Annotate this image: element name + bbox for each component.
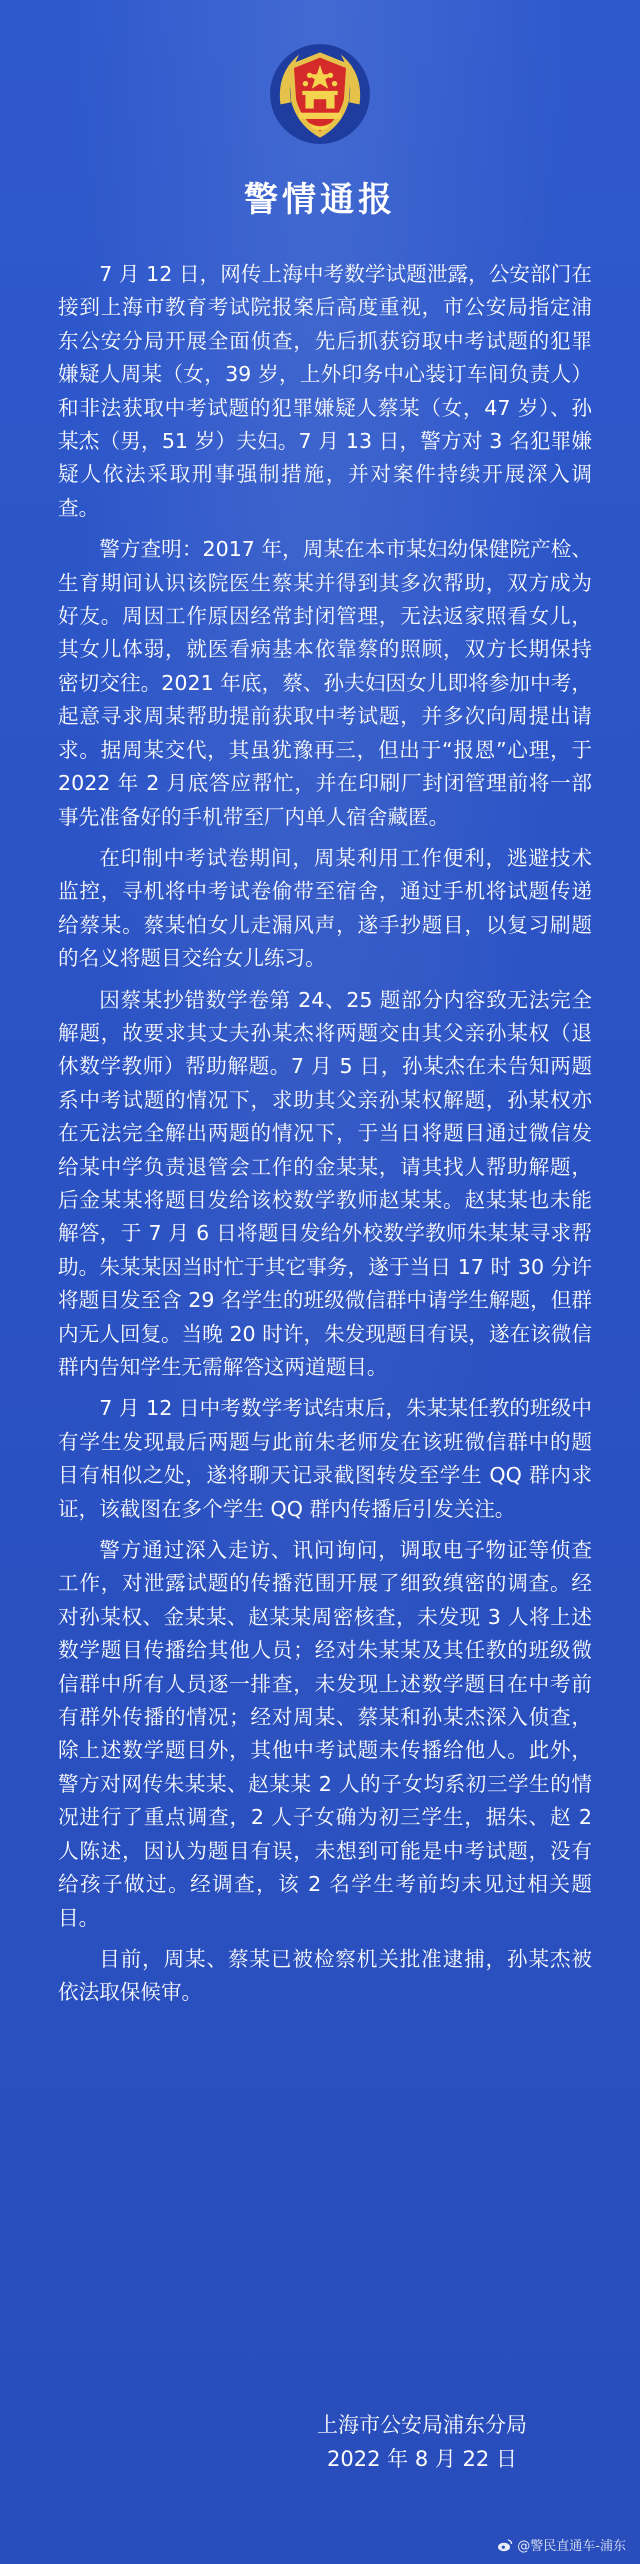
paragraph: 目前，周某、蔡某已被检察机关批准逮捕，孙某杰被依法取保候审。: [58, 1946, 592, 2005]
notice-body: [58, 258, 592, 2018]
paragraph: 7 月 12 日，网传上海中考数学试题泄露，公安部门在接到上海市教育考试院报案后高度重视，市公安局指定浦东公安分局开展全面侦查，先后抓获窃取中考试题的犯罪嫌疑人周某（女，39 岁，上外印务中心装订车间负责人）和非法获取中考试题的犯罪嫌疑人蔡某（女，47 岁）、孙某杰（男，51 岁）夫妇。7 月 13 日，警方对 3 名犯罪嫌疑人依法采取刑事强制措施，并对案件持续开展深入调查。: [58, 262, 592, 520]
paragraph: 警方查明：2017 年，周某在本市某妇幼保健院产检、生育期间认识该院医生蔡某并得到其多次帮助，双方成为好友。周因工作原因经常封闭管理，无法返家照看女儿，其女儿体弱，就医看病基本依靠蔡的照顾，双方长期保持密切交往。2021 年底，蔡、孙夫妇因女儿即将参加中考，起意寻求周某帮助提前获取中考试题，并多次向周提出请求。据周某交代，其虽犹豫再三，但出于“报恩”心理，于 2022 年 2 月底答应帮忙，并在印刷厂封闭管理前将一部事先准备好的手机带至厂内单人宿舍藏匿。: [58, 537, 592, 829]
watermark-text: @警民直通车-浦东: [517, 2539, 626, 2554]
paragraph: 警方通过深入走访、讯问询问，调取电子物证等侦查工作，对泄露试题的传播范围开展了细致缜密的调查。经对孙某权、金某某、赵某某周密核查，未发现 3 人将上述数学题目传播给其他人员；经对朱某某及其任教的班级微信群中所有人员逐一排查，未发现上述数学题目在中考前有群外传播的情况；经对周某、蔡某和孙某杰深入侦查，除上述数学题目外，其他中考试题未传播给他人。此外，警方对网传朱某某、赵某某 2 人的子女均系初三学生的情况进行了重点调查，2 人子女确为初三学生，据朱、赵 2 人陈述，因认为题目有误，未想到可能是中考试题，没有给孩子做过。经调查，该 2 名学生考前均未见过相关题目。: [58, 1538, 592, 1930]
paragraph: 在印制中考试卷期间，周某利用工作便利，逃避技术监控，寻机将中考试卷偷带至宿舍，通过手机将试题传递给蔡某。蔡某怕女儿走漏风声，遂手抄题目，以复习刷题的名义将题目交给女儿练习。: [58, 845, 592, 971]
signature-date: 2022 年 8 月 22 日: [327, 2447, 517, 2471]
paragraph: 因蔡某抄错数学卷第 24、25 题部分内容致无法完全解题，故要求其丈夫孙某杰将两题交由其父亲孙某权（退休数学教师）帮助解题。7 月 5 日，孙某杰在未告知两题系中考试题的情况下，求助其父亲孙某权解题，孙某权亦在无法完全解出两题的情况下，于当日将题目通过微信发给某中学负责退管会工作的金某某，请其找人帮助解题，后金某某将题目发给该校数学教师赵某某。赵某某也未能解答，于 7 月 6 日将题目发给外校数学教师朱某某寻求帮助。朱某某因当时忙于其它事务，遂于当日 17 时 30 分许将题目发至含 29 名学生的班级微信群中请学生解题，但群内无人回复。当晚 20 时许，朱发现题目有误，遂在该微信群内告知学生无需解答这两道题目。: [58, 987, 592, 1379]
signature-block: [272, 2408, 572, 2476]
weibo-icon: [497, 2537, 513, 2553]
paragraph: 7 月 12 日中考数学考试结束后，朱某某任教的班级中有学生发现最后两题与此前朱老师发在该班微信群中的题目有相似之处，遂将聊天记录截图转发至学生 QQ 群内求证，该截图在多个学生 QQ 群内传播后引发关注。: [58, 1396, 592, 1521]
weibo-watermark: [497, 2535, 626, 2554]
page-title: 警情通报: [244, 180, 396, 220]
signature-org: 上海市公安局浦东分局: [317, 2413, 527, 2437]
police-emblem-icon: [268, 42, 372, 146]
